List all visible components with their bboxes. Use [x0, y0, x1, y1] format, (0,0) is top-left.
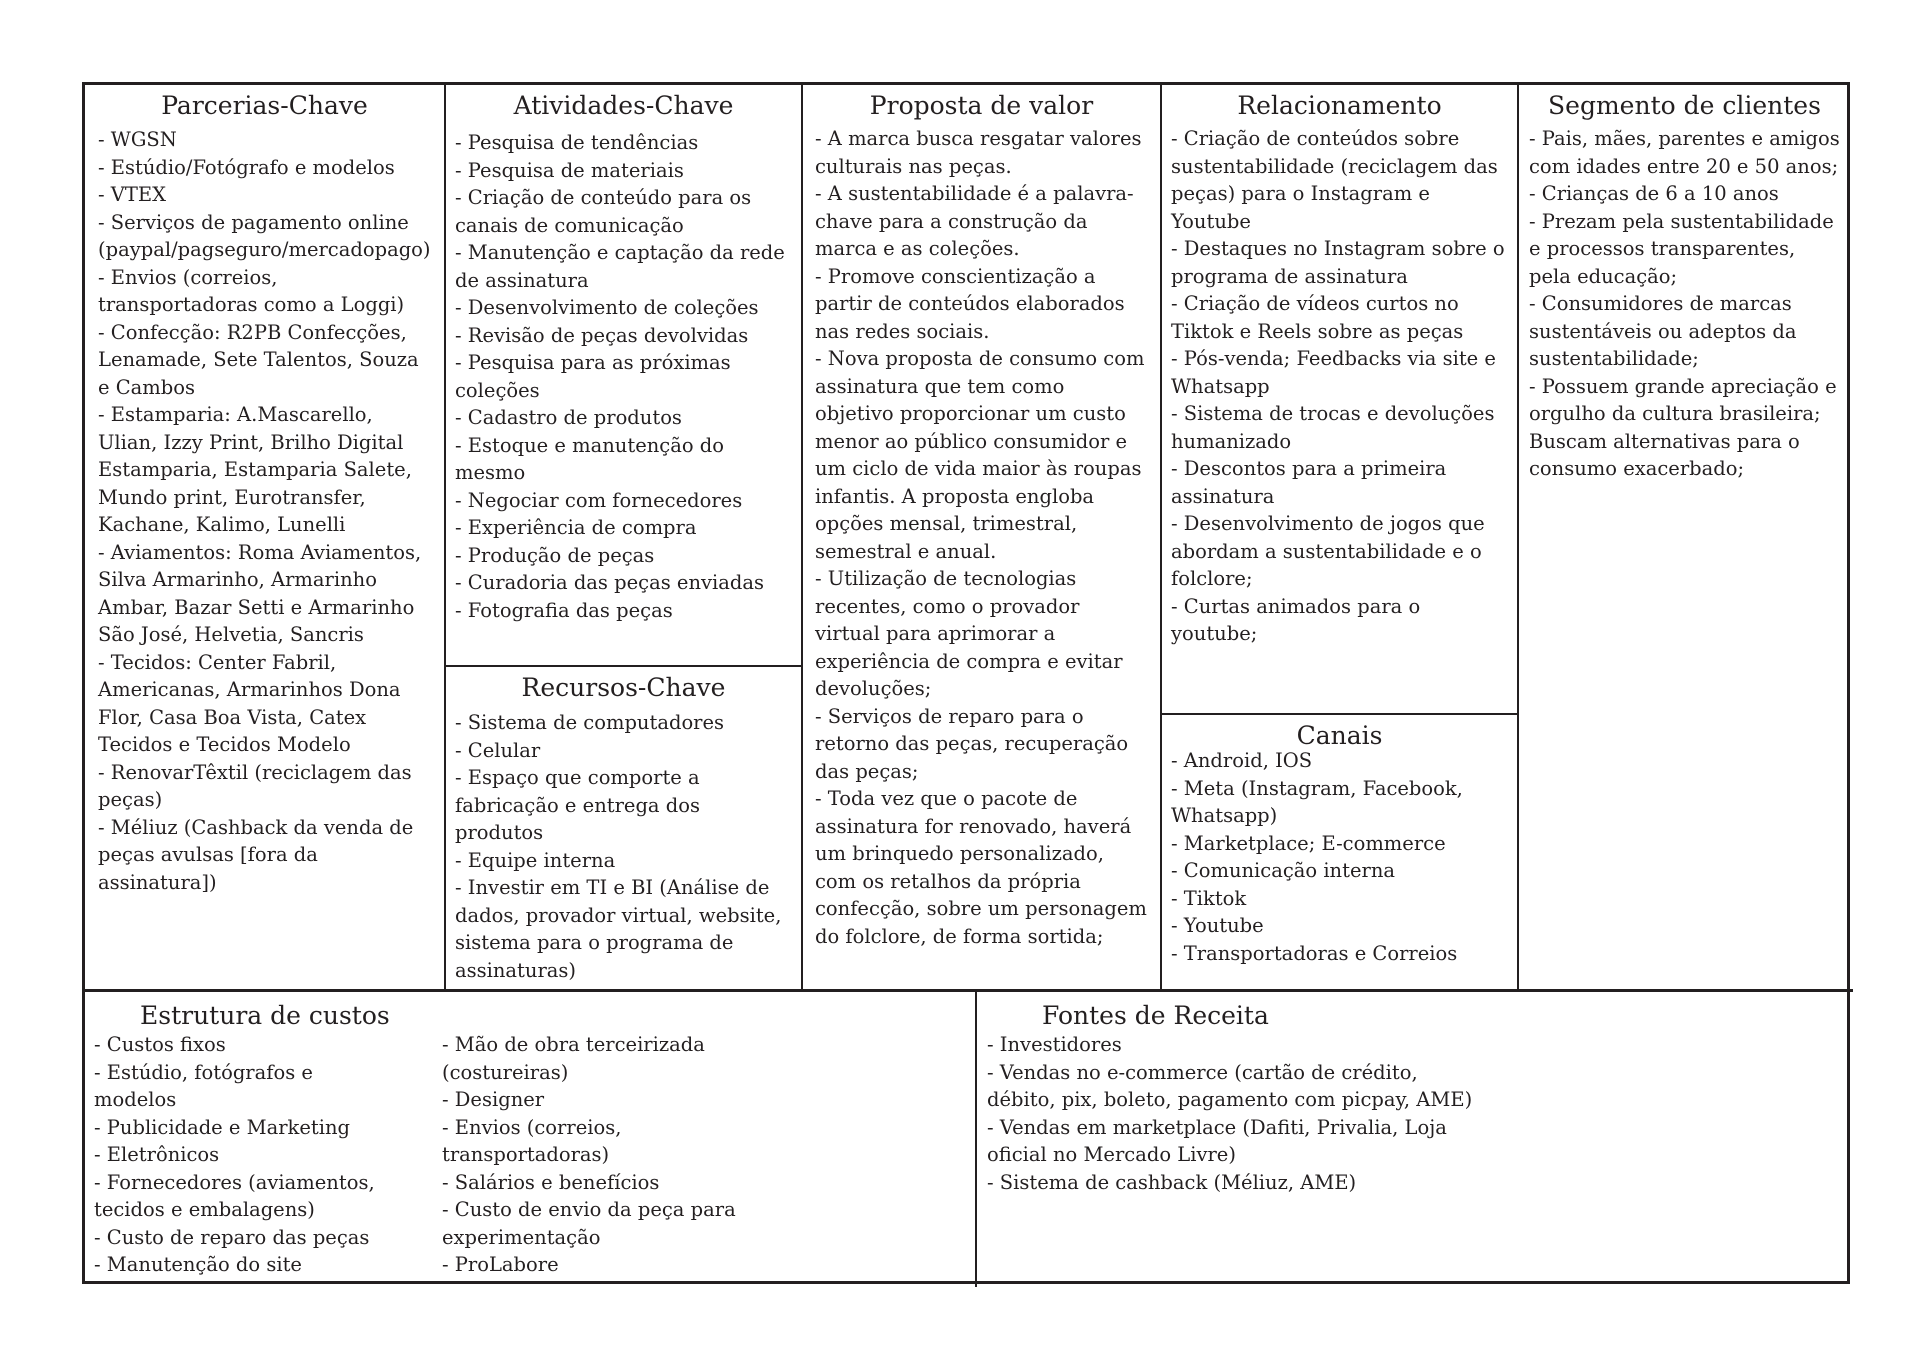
cost-structure-title: Estrutura de custos [140, 1001, 390, 1030]
key-activities-list [455, 129, 785, 624]
list-item: - Envios (correios, transportadoras como a Loggi) [98, 265, 405, 316]
list-item: - WGSN [98, 128, 177, 151]
list-item: - Estúdio/Fotógrafo e modelos [98, 155, 395, 179]
list-item: - Envios (correios, transportadoras) [442, 1115, 622, 1166]
list-item: - Meta (Instagram, Facebook, Whatsapp) [1171, 776, 1463, 827]
list-item: - A sustentabilidade é a palavra-chave para a construção da marca e as coleções. [815, 182, 1134, 260]
list-item: - Pesquisa de materiais [455, 158, 684, 182]
list-item: - Android, IOS [1171, 749, 1313, 772]
list-item: - Negociar com fornecedores [455, 488, 743, 512]
customer-segments-title: Segmento de clientes [1548, 91, 1821, 120]
list-item: - Estoque e manutenção do mesmo [455, 433, 725, 484]
list-item: - Tiktok [1171, 886, 1247, 910]
key-partners-list [98, 126, 430, 896]
list-item: - Pesquisa de tendências [455, 131, 699, 154]
list-item: - Criação de vídeos curtos no Tiktok e Reels sobre as peças [1171, 292, 1464, 343]
key-resources-title: Recursos-Chave [521, 673, 726, 702]
list-item: - Transportadoras e Correios [1171, 941, 1458, 965]
list-item: - Consumidores de marcas sustentáveis ou adeptos da sustentabilidade; [1529, 292, 1797, 370]
list-item: - Revisão de peças devolvidas [455, 323, 749, 347]
list-item: - Promove conscientização a partir de conteúdos elaborados nas redes sociais. [815, 264, 1125, 343]
list-item: - Toda vez que o pacote de assinatura for renovado, haverá um brinquedo personalizado, com os retalhos da própria confecção, sobre um personagem do folclore, de forma sortida; [815, 787, 1147, 948]
divider [444, 85, 446, 991]
list-item: - Criação de conteúdos sobre sustentabilidade (reciclagem das peças) para o Instagram e Youtube [1171, 127, 1498, 233]
list-item: - Eletrônicos [94, 1143, 220, 1166]
business-model-canvas [82, 82, 1850, 1284]
revenue-streams-title: Fontes de Receita [1042, 1001, 1269, 1030]
list-item: - Estamparia: A.Mascarello, Ulian, Izzy Print, Brilho Digital Estamparia, Estamparia Salete, Mundo print, Eurotransfer, Kachane, Kalimo, Lunelli [98, 403, 412, 536]
revenue-streams-list [987, 1031, 1487, 1196]
cost-structure-section [85, 992, 975, 1284]
list-item: - Manutenção do site [94, 1253, 302, 1276]
list-item: - Possuem grande apreciação e orgulho da cultura brasileira; [1529, 374, 1837, 425]
list-item: - Utilização de tecnologias recentes, como o provador virtual para aprimorar a experiência de compra e evitar devoluções; [815, 567, 1123, 700]
list-item: - Marketplace; E-commerce [1171, 831, 1446, 855]
list-item: - Investidores [987, 1033, 1122, 1056]
list-item: - Produção de peças [455, 543, 655, 567]
list-item: - Cadastro de produtos [455, 406, 682, 429]
customer-segments-list [1529, 125, 1841, 483]
list-item: - Mão de obra terceirizada (costureiras) [442, 1033, 705, 1084]
list-item: Buscam alternativas para o consumo exacerbado; [1529, 429, 1800, 480]
cost-structure-list-left [94, 1031, 394, 1279]
list-item: - Manutenção e captação da rede de assinatura [455, 241, 785, 292]
list-item: - Descontos para a primeira assinatura [1171, 457, 1447, 508]
list-item: - A marca busca resgatar valores culturais nas peças. [815, 127, 1142, 178]
list-item: - Nova proposta de consumo com assinatura que tem como objetivo proporcionar um custo menor ao público consumidor e um ciclo de vida maior às roupas infantis. A proposta engloba opções mensal, trimestral, semestral e anual. [815, 347, 1145, 563]
list-item: - Sistema de cashback (Méliuz, AME) [987, 1170, 1357, 1194]
list-item: - Salários e benefícios [442, 1170, 660, 1194]
divider [1160, 85, 1162, 991]
revenue-streams-section [977, 992, 1850, 1284]
list-item: - Curadoria das peças enviadas [455, 571, 765, 594]
customer-relationships-list [1171, 125, 1507, 648]
divider [444, 665, 803, 667]
list-item: - Desenvolvimento de coleções [455, 296, 759, 319]
list-item: - Youtube [1171, 914, 1264, 937]
list-item: - Confecção: R2PB Confecções, Lenamade, Sete Talentos, Souza e Cambos [98, 320, 419, 399]
list-item: - Méliuz (Cashback da venda de peças avulsas [fora da assinatura]) [98, 815, 414, 894]
divider [1160, 713, 1519, 715]
list-item: - Investir em TI e BI (Análise de dados, provador virtual, website, sistema para o programa de assinaturas) [455, 876, 782, 982]
list-item: - Custos fixos [94, 1033, 226, 1056]
list-item: - Experiência de compra [455, 516, 697, 539]
value-proposition-list [815, 125, 1148, 950]
list-item: - Crianças de 6 a 10 anos [1529, 182, 1779, 205]
list-item: - Publicidade e Marketing [94, 1115, 351, 1139]
list-item: - Sistema de trocas e devoluções humanizado [1171, 402, 1495, 453]
list-item: - Estúdio, fotógrafos e modelos [94, 1060, 313, 1111]
channels-list [1171, 747, 1507, 967]
list-item: - Sistema de computadores [455, 711, 725, 734]
list-item: - Serviços de pagamento online (paypal/pagseguro/mercadopago) [98, 210, 431, 261]
customer-relationships-title: Relacionamento [1237, 91, 1442, 120]
list-item: - Espaço que comporte a fabricação e entrega dos produtos [455, 766, 700, 844]
list-item: - Aviamentos: Roma Aviamentos, Silva Armarinho, Armarinho Ambar, Bazar Setti e Armarinho São José, Helvetia, Sancris [98, 540, 422, 646]
divider [1517, 85, 1519, 991]
list-item: - Comunicação interna [1171, 859, 1396, 882]
list-item: - Serviços de reparo para o retorno das peças, recuperação das peças; [815, 704, 1129, 783]
list-item: - VTEX [98, 183, 166, 206]
list-item: - Custo de envio da peça para experimentação [442, 1198, 736, 1249]
list-item: - Vendas em marketplace (Dafiti, Privalia, Loja oficial no Mercado Livre) [987, 1115, 1447, 1166]
list-item: - Fotografia das peças [455, 598, 673, 622]
value-proposition-title: Proposta de valor [869, 91, 1094, 120]
key-partners-title: Parcerias-Chave [161, 91, 368, 120]
list-item: - Criação de conteúdo para os canais de comunicação [455, 186, 752, 237]
list-item: - Vendas no e-commerce (cartão de crédito, débito, pix, boleto, pagamento com picpay, AME) [987, 1060, 1473, 1111]
divider [801, 85, 803, 991]
list-item: - Fornecedores (aviamentos, tecidos e embalagens) [94, 1170, 375, 1221]
channels-title: Canais [1296, 721, 1383, 750]
list-item: - ProLabore [442, 1253, 559, 1276]
list-item: - Equipe interna [455, 848, 616, 872]
list-item: - Pós-venda; Feedbacks via site e Whatsapp [1171, 347, 1496, 398]
list-item: - Pesquisa para as próximas coleções [455, 351, 731, 402]
list-item: - RenovarTêxtil (reciclagem das peças) [98, 760, 412, 811]
list-item: - Pais, mães, parentes e amigos com idades entre 20 e 50 anos; [1529, 127, 1840, 178]
list-item: - Custo de reparo das peças [94, 1225, 370, 1249]
list-item: - Curtas animados para o youtube; [1171, 594, 1421, 645]
list-item: - Celular [455, 738, 541, 762]
list-item: - Destaques no Instagram sobre o programa de assinatura [1171, 237, 1505, 288]
key-resources-list [455, 709, 785, 984]
list-item: - Designer [442, 1088, 545, 1111]
list-item: - Prezam pela sustentabilidade e processos transparentes, pela educação; [1529, 209, 1834, 288]
cost-structure-list-right [442, 1031, 782, 1279]
list-item: - Tecidos: Center Fabril, Americanas, Armarinhos Dona Flor, Casa Boa Vista, Catex Tecidos e Tecidos Modelo [98, 650, 401, 756]
key-activities-title: Atividades-Chave [513, 91, 734, 120]
list-item: - Desenvolvimento de jogos que abordam a sustentabilidade e o folclore; [1171, 512, 1485, 590]
